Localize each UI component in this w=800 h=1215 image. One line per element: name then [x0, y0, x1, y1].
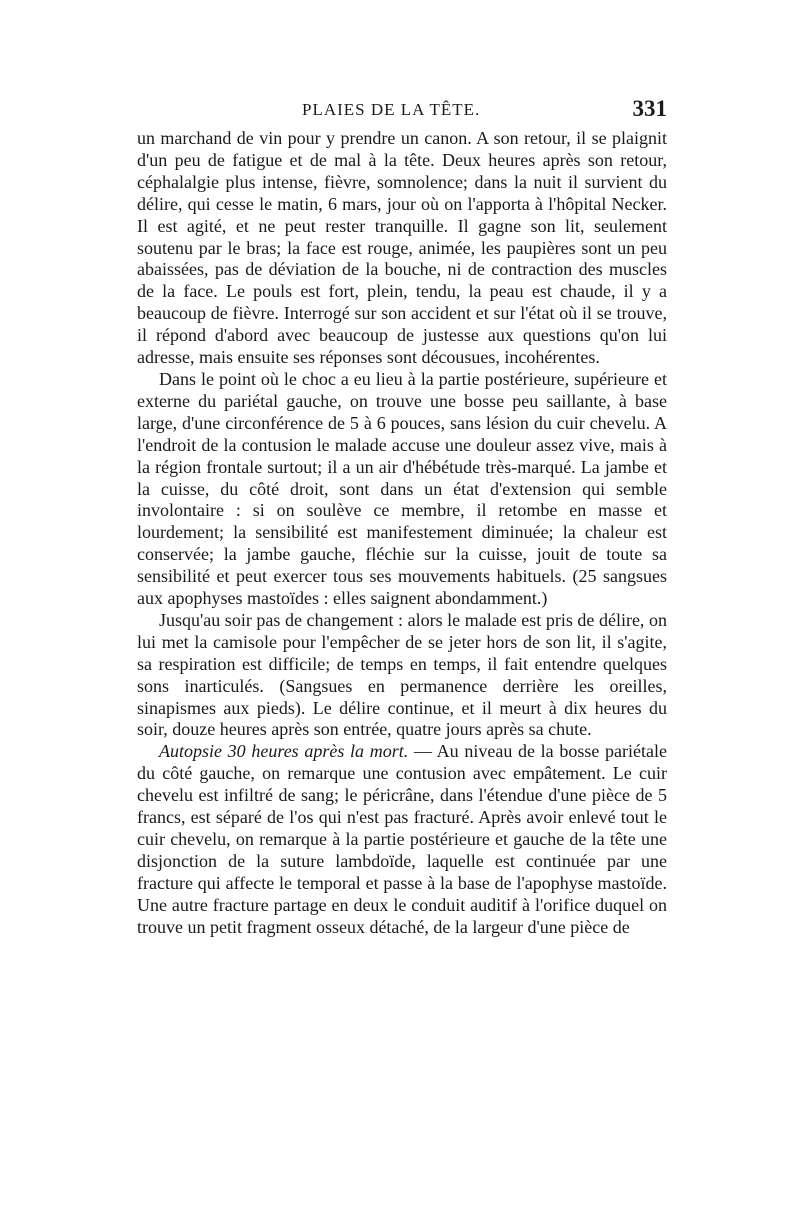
paragraph-soir: Jusqu'au soir pas de changement : alors le malade est pris de délire, on lui met la camisole pour l'empêcher de se jeter hors de son lit, il s'agite, sa respiration est difficile; de temps en temps, il fait entendre quelques sons inarticulés. (Sangsues en permanence derrière les oreilles, sinapismes aux pieds). Le délire continue, et il meurt à dix heures du soir, douze heures après son entrée, quatre jours après sa chute.	[137, 609, 667, 740]
paragraph-autopsie	[137, 741, 667, 938]
body-text	[137, 128, 667, 939]
autopsie-text: — Au niveau de la bosse pariétale du côté gauche, on remarque une contusion avec empâtement. Le cuir chevelu est infiltré de sang; le péricrâne, dans l'étendue d'une pièce de 5 francs, est séparé de l'os qui n'est pas fracturé. Après avoir enlevé tout le cuir chevelu, on remarque à la partie postérieure et gauche de la tête une disjonction de la suture lambdoïde, laquelle est continuée par une fracture qui affecte le temporal et passe à la base de l'apophyse mastoïde. Une autre fracture partage en deux le conduit auditif à l'orifice duquel on trouve un petit fragment osseux détaché, de la largeur d'une pièce de	[137, 741, 667, 937]
page-number: 331	[632, 96, 667, 121]
autopsie-heading: Autopsie 30 heures après la mort.	[159, 741, 409, 762]
paragraph-continuation: un marchand de vin pour y prendre un canon. A son retour, il se plaignit d'un peu de fatigue et de mal à la tête. Deux heures après son retour, céphalalgie plus intense, fièvre, somnolence; dans la nuit il survient du délire, qui cesse le matin, 6 mars, jour où on l'apporta à l'hôpital Necker. Il est agité, et ne peut rester tranquille. Il gagne son lit, seulement soutenu par le bras; la face est rouge, animée, les paupières sont un peu abaissées, pas de déviation de la bouche, ni de contraction des muscles de la face. Le pouls est fort, plein, tendu, la peau est chaude, il y a beaucoup de fièvre. Interrogé sur son accident et sur l'état où il se trouve, il répond d'abord avec beaucoup de justesse aux questions qu'on lui adresse, mais ensuite ses réponses sont décousues, incohérentes.	[137, 128, 667, 368]
paragraph-bosse: Dans le point où le choc a eu lieu à la partie postérieure, supérieure et externe du pariétal gauche, on trouve une bosse peu saillante, à base large, d'une circonférence de 5 à 6 pouces, sans lésion du cuir chevelu. A l'endroit de la contusion le malade accuse une douleur assez vive, mais à la région frontale surtout; il a un air d'hébétude très-marqué. La jambe et la cuisse, du côté droit, sont dans un état d'extension qui semble involontaire : si on soulève ce membre, il retombe en masse et lourdement; la sensibilité est manifestement diminuée; la chaleur est conservée; la jambe gauche, fléchie sur la cuisse, jouit de toute sa sensibilité et peut exercer tous ses mouvements habituels. (25 sangsues aux apophyses mastoïdes : elles saignent abondamment.)	[137, 368, 667, 609]
running-title: PLAIES DE LA TÊTE.	[302, 100, 481, 119]
running-head	[137, 96, 667, 126]
